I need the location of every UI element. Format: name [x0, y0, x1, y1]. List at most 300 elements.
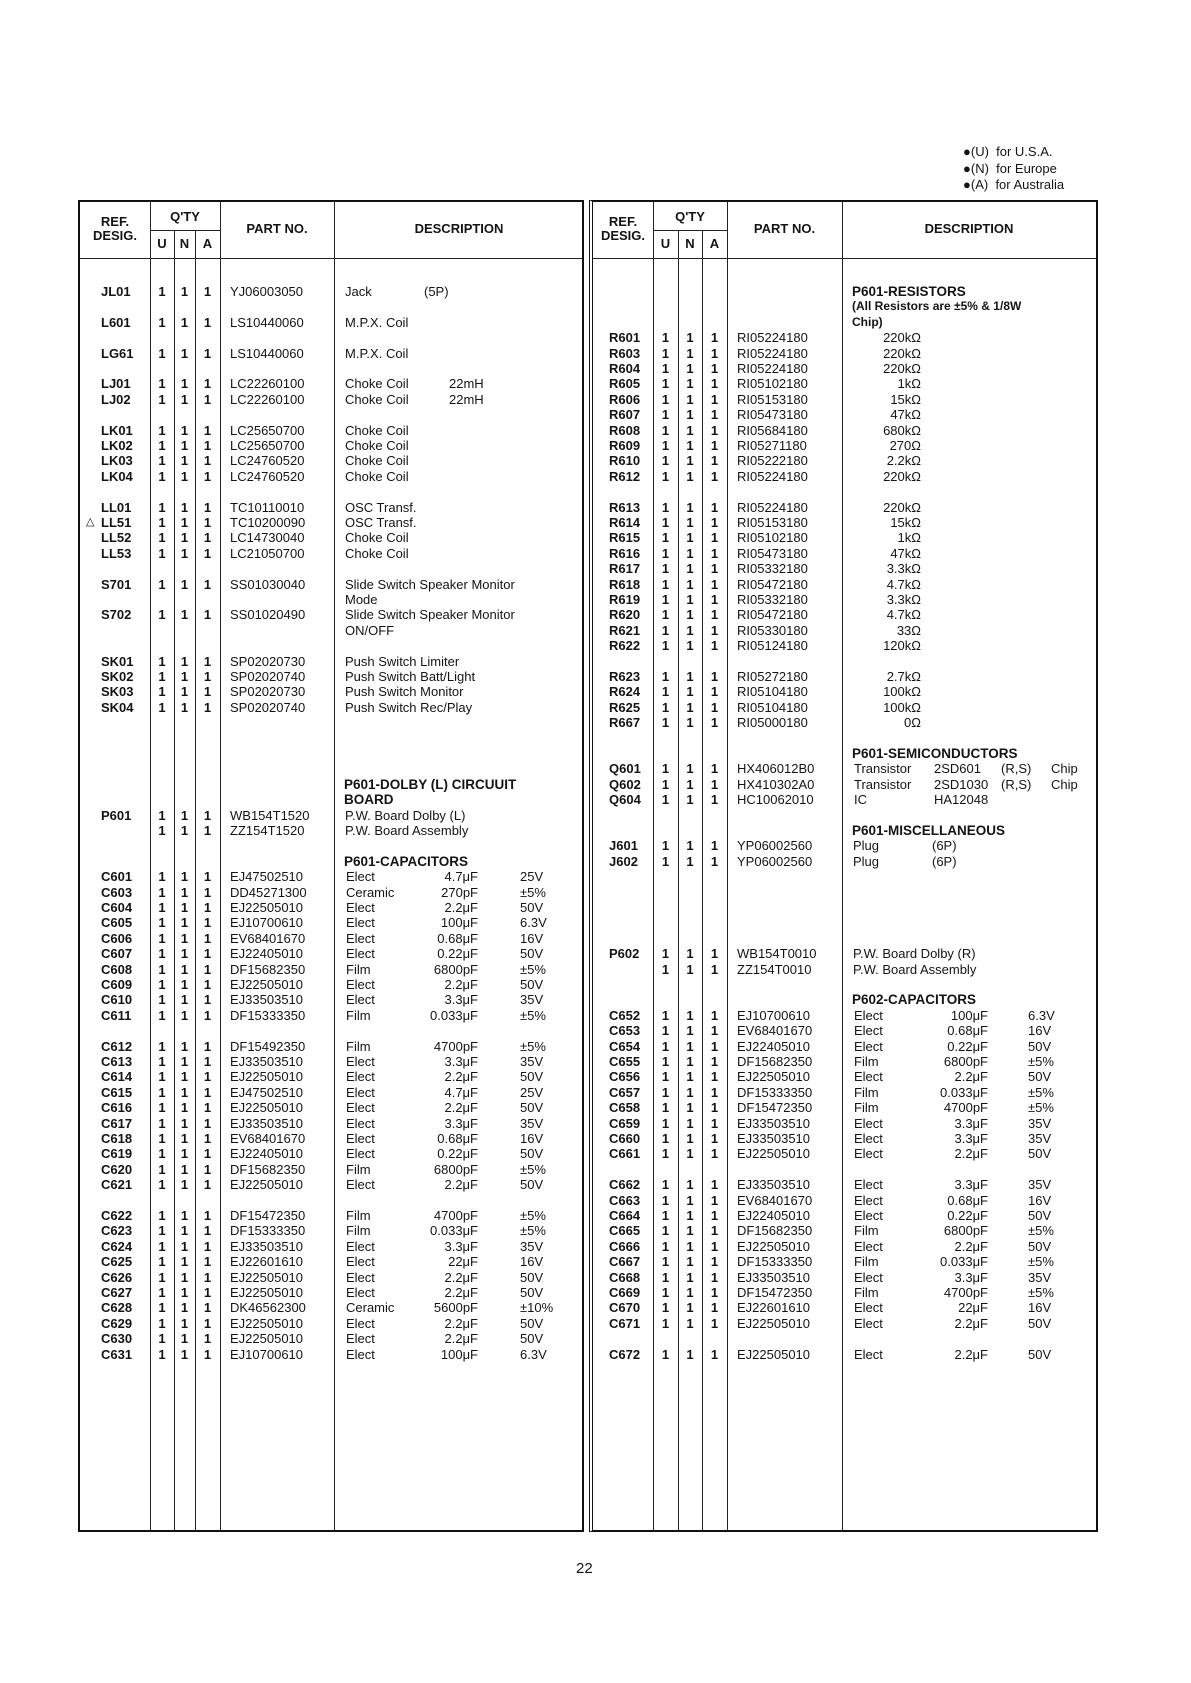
header-u: U [660, 236, 671, 251]
qty-u: 1 [158, 684, 166, 700]
qty-u: 1 [661, 499, 670, 515]
ref-designator: C670 [609, 1300, 641, 1316]
cap-type: Elect [854, 1007, 883, 1023]
qty-n: 1 [180, 915, 189, 931]
ref-designator: R609 [609, 438, 641, 453]
table-row [80, 977, 582, 992]
cap-value: 2.2μF [444, 1331, 478, 1347]
table-row [80, 1316, 582, 1331]
table-row [593, 1131, 1096, 1146]
ref-designator: C615 [101, 1084, 133, 1100]
ref-designator: C663 [609, 1192, 641, 1208]
cap-value: 270pF [441, 884, 478, 900]
part-number: DF15682350 [230, 1161, 306, 1177]
qty-u: 1 [661, 1285, 670, 1300]
qty-u: 1 [158, 345, 166, 361]
qty-a: 1 [710, 838, 719, 854]
part-number: RI05124180 [737, 638, 808, 654]
qty-u: 1 [158, 1054, 166, 1069]
table-row [80, 900, 582, 915]
table-row [80, 1300, 582, 1315]
ref-designator: R607 [609, 407, 641, 423]
table-row [593, 546, 1096, 561]
qty-u: 1 [661, 761, 670, 777]
part-number: DF15333350 [230, 1223, 306, 1239]
qty-n: 1 [686, 946, 694, 962]
header-part-no: PART NO. [753, 221, 816, 236]
cap-value: 22μF [958, 1300, 988, 1316]
qty-u: 1 [158, 946, 166, 962]
ref-designator: C659 [609, 1115, 641, 1131]
qty-u: 1 [158, 699, 166, 715]
qty-a: 1 [710, 792, 719, 808]
qty-n: 1 [686, 669, 694, 684]
resistor-value: 1kΩ [897, 376, 921, 392]
table-row [593, 1085, 1096, 1100]
table-row [80, 869, 582, 884]
cap-value: 0.22μF [437, 1146, 478, 1162]
qty-n: 1 [180, 1007, 189, 1023]
part-number: RI05224180 [737, 361, 808, 376]
cap-value: 100μF [440, 1346, 478, 1362]
cap-rating: ±5% [520, 1223, 546, 1239]
qty-n: 1 [180, 545, 189, 561]
qty-u: 1 [661, 1007, 670, 1023]
table-row [80, 992, 582, 1007]
cap-type: Film [346, 1161, 371, 1177]
ref-designator: R606 [609, 391, 641, 407]
qty-n: 1 [180, 992, 189, 1008]
qty-n: 1 [180, 1084, 189, 1100]
ref-designator: R613 [609, 499, 641, 515]
cap-rating: ±5% [1028, 1285, 1054, 1300]
part-number: EJ22601610 [737, 1300, 811, 1316]
ref-designator: C608 [101, 961, 133, 977]
header-part-no: PART NO. [246, 221, 308, 236]
cap-value: 5600pF [433, 1300, 478, 1316]
cap-rating: 35V [1028, 1115, 1052, 1131]
qty-n: 1 [686, 699, 694, 715]
qty-n: 1 [686, 468, 694, 484]
qty-a: 1 [203, 1007, 212, 1023]
cap-value: 100μF [950, 1007, 988, 1023]
part-number: SP02020740 [230, 699, 306, 715]
part-number: DF15682350 [737, 1054, 813, 1069]
qty-n: 1 [686, 1254, 694, 1270]
table-row [593, 592, 1096, 607]
qty-a: 1 [710, 592, 719, 607]
part-number: HX410302A0 [737, 776, 815, 792]
qty-n: 1 [686, 391, 694, 407]
part-number: EJ22505010 [230, 1100, 304, 1116]
cap-type: Elect [346, 1254, 375, 1270]
table-row [80, 654, 582, 669]
ref-designator: C657 [609, 1084, 641, 1100]
table-row [593, 1023, 1096, 1038]
part-number: EJ22405010 [230, 1146, 304, 1162]
table-row [80, 1223, 582, 1238]
qty-u: 1 [158, 977, 166, 992]
part-number: LC24760520 [230, 453, 305, 469]
qty-n: 1 [180, 823, 189, 838]
qty-n: 1 [180, 900, 189, 915]
description: OSC Transf. [345, 515, 417, 530]
cap-type: Elect [346, 1131, 375, 1146]
cap-value: 3.3μF [954, 1115, 988, 1131]
part-number: EJ22505010 [230, 1269, 304, 1285]
qty-a: 1 [203, 900, 212, 915]
qty-u: 1 [158, 1346, 166, 1362]
description: Choke Coil [345, 545, 409, 561]
description: P.W. Board Assembly [345, 823, 469, 838]
qty-u: 1 [158, 1131, 166, 1146]
resistor-value: 220kΩ [883, 468, 921, 484]
qty-a: 1 [203, 1269, 212, 1285]
cap-rating: 50V [520, 1315, 544, 1331]
header-qty: Q'TY [675, 209, 705, 224]
cap-value: 3.3μF [954, 1131, 988, 1146]
qty-a: 1 [203, 961, 212, 977]
ref-designator: R615 [609, 530, 641, 546]
qty-a: 1 [203, 607, 212, 623]
part-number: EV68401670 [737, 1192, 813, 1208]
ref-designator: C652 [609, 1007, 641, 1023]
ref-designator: C631 [101, 1346, 133, 1362]
ref-designator: C617 [101, 1115, 133, 1131]
resistor-value: 3.3kΩ [886, 561, 921, 577]
ref-designator: R620 [609, 607, 641, 623]
description: Choke Coil [345, 391, 409, 407]
table-row [80, 1116, 582, 1131]
cap-value: 100μF [440, 915, 478, 931]
cap-value: 0.033μF [940, 1084, 988, 1100]
qty-u: 1 [158, 1146, 166, 1162]
cap-type: Film [346, 1007, 371, 1023]
ref-designator: C604 [101, 900, 133, 915]
resistor-value: 47kΩ [890, 545, 921, 561]
table-row [593, 423, 1096, 438]
cap-type: Elect [854, 1177, 883, 1193]
table-row [593, 346, 1096, 361]
table-row [80, 669, 582, 684]
header-n: N [685, 236, 695, 251]
cap-value: 2.2μF [954, 1315, 988, 1331]
qty-a: 1 [710, 761, 719, 777]
qty-u: 1 [158, 1115, 166, 1131]
qty-a: 1 [710, 561, 719, 577]
qty-u: 1 [158, 869, 166, 885]
qty-n: 1 [180, 961, 189, 977]
qty-a: 1 [203, 684, 212, 700]
qty-a: 1 [203, 1131, 212, 1146]
ref-designator: S701 [101, 576, 132, 592]
cap-type: Elect [346, 930, 375, 946]
cap-rating: 16V [520, 1254, 544, 1270]
semiconductor-model: 2SD601 [934, 761, 981, 777]
qty-a: 1 [203, 946, 212, 962]
table-row [593, 715, 1096, 730]
cap-type: Film [346, 1038, 371, 1054]
qty-n: 1 [686, 453, 694, 469]
qty-a: 1 [710, 345, 719, 361]
qty-a: 1 [203, 314, 212, 330]
qty-n: 1 [686, 592, 694, 607]
cap-type: Ceramic [346, 1300, 395, 1316]
qty-u: 1 [661, 838, 670, 854]
part-number: EJ33503510 [230, 1054, 304, 1069]
qty-a: 1 [203, 699, 212, 715]
cap-type: Film [854, 1223, 879, 1239]
cap-type: Film [346, 961, 371, 977]
table-row [80, 946, 582, 961]
qty-n: 1 [686, 838, 694, 854]
qty-n: 1 [686, 330, 694, 346]
part-number: RI05684180 [737, 422, 808, 438]
qty-a: 1 [710, 961, 719, 977]
table-row [80, 1054, 582, 1069]
part-number: RI05472180 [737, 576, 808, 592]
qty-u: 1 [158, 530, 166, 546]
table-row [593, 854, 1096, 869]
qty-n: 1 [686, 1007, 694, 1023]
qty-a: 1 [710, 1146, 719, 1162]
qty-n: 1 [686, 407, 694, 423]
part-number: LS10440060 [230, 345, 304, 361]
qty-n: 1 [180, 314, 189, 330]
cap-rating: 25V [520, 1084, 544, 1100]
section-heading-text: P601-RESISTORS [852, 284, 966, 299]
qty-u: 1 [158, 669, 166, 684]
cap-type: Elect [346, 1331, 375, 1347]
part-number: YJ06003050 [230, 284, 304, 299]
section-heading-text: P601-SEMICONDUCTORS [852, 746, 1018, 761]
section-heading-text: Chip) [852, 314, 883, 329]
cap-value: 6800pF [943, 1223, 988, 1239]
part-number: RI05272180 [737, 669, 808, 684]
qty-u: 1 [158, 1285, 166, 1300]
cap-value: 2.2μF [954, 1146, 988, 1162]
table-row [593, 669, 1096, 684]
part-number: RI05000180 [737, 715, 808, 731]
cap-rating: 35V [520, 1115, 544, 1131]
part-number: SP02020730 [230, 684, 306, 700]
cap-value: 2.2μF [954, 1238, 988, 1254]
qty-n: 1 [686, 422, 694, 438]
part-number: EJ33503510 [737, 1177, 811, 1193]
qty-n: 1 [686, 961, 694, 977]
semiconductor-package: Chip [1051, 776, 1078, 792]
qty-u: 1 [661, 1115, 670, 1131]
description-line2: ON/OFF [345, 622, 395, 638]
cap-value: 3.3μF [444, 1054, 478, 1069]
ref-designator: C619 [101, 1146, 133, 1162]
qty-u: 1 [661, 1069, 670, 1085]
cap-value: 0.033μF [430, 1223, 478, 1239]
cap-rating: ±5% [520, 1161, 546, 1177]
qty-u: 1 [661, 946, 670, 962]
part-number: LC24760520 [230, 468, 305, 484]
part-number: LC25650700 [230, 422, 305, 438]
qty-u: 1 [158, 438, 166, 453]
table-row [593, 607, 1096, 622]
ref-designator: C618 [101, 1131, 133, 1146]
qty-a: 1 [710, 1315, 719, 1331]
ref-designator: C665 [609, 1223, 641, 1239]
qty-a: 1 [710, 684, 719, 700]
table-row [80, 700, 582, 715]
table-row [593, 438, 1096, 453]
description: Slide Switch Speaker Monitor [345, 607, 515, 623]
header-desig: DESIG. [600, 228, 646, 243]
description-spec: (5P) [424, 284, 449, 299]
resistor-value: 47kΩ [890, 407, 921, 423]
qty-u: 1 [661, 453, 670, 469]
ref-designator: C669 [609, 1285, 641, 1300]
qty-n: 1 [686, 499, 694, 515]
cap-rating: 16V [520, 930, 544, 946]
qty-a: 1 [710, 1115, 719, 1131]
cap-value: 2.2μF [444, 977, 478, 992]
cap-value: 3.3μF [954, 1269, 988, 1285]
ref-designator: C626 [101, 1269, 133, 1285]
qty-u: 1 [661, 607, 670, 623]
ref-designator: C625 [101, 1254, 133, 1270]
qty-a: 1 [710, 699, 719, 715]
part-number: EJ33503510 [230, 1115, 304, 1131]
ref-designator: C666 [609, 1238, 641, 1254]
cap-type: Elect [346, 1269, 375, 1285]
qty-u: 1 [158, 900, 166, 915]
resistor-value: 15kΩ [890, 391, 921, 407]
cap-rating: 16V [1028, 1023, 1052, 1039]
part-number: EJ22405010 [737, 1208, 811, 1223]
qty-u: 1 [661, 576, 670, 592]
qty-n: 1 [180, 499, 189, 515]
qty-a: 1 [203, 992, 212, 1008]
qty-n: 1 [686, 438, 694, 453]
cap-type: Elect [346, 1177, 375, 1193]
part-number: HC10062010 [737, 792, 814, 808]
table-row [80, 684, 582, 699]
cap-rating: ±5% [1028, 1254, 1054, 1270]
cap-value: 2.2μF [444, 1269, 478, 1285]
part-number: DF15492350 [230, 1038, 306, 1054]
qty-u: 1 [661, 1208, 670, 1223]
header-ref: REF. [608, 214, 638, 229]
part-number: DF15472350 [737, 1100, 813, 1116]
table-row [80, 823, 582, 838]
table-row [593, 407, 1096, 422]
cap-rating: ±5% [1028, 1100, 1054, 1116]
ref-designator: C656 [609, 1069, 641, 1085]
qty-u: 1 [158, 930, 166, 946]
qty-u: 1 [661, 776, 670, 792]
cap-type: Film [854, 1084, 879, 1100]
resistor-value: 680kΩ [883, 422, 921, 438]
qty-n: 1 [686, 376, 694, 392]
table-row [80, 376, 582, 391]
qty-n: 1 [180, 438, 189, 453]
cap-value: 2.2μF [954, 1346, 988, 1362]
qty-n: 1 [686, 1023, 694, 1039]
cap-rating: 6.3V [520, 915, 547, 931]
qty-n: 1 [686, 1084, 694, 1100]
resistor-value: 15kΩ [890, 515, 921, 530]
qty-n: 1 [686, 576, 694, 592]
table-row [593, 838, 1096, 853]
qty-divider [653, 230, 727, 231]
header-n: N [179, 236, 190, 251]
cap-type: Film [854, 1285, 879, 1300]
qty-n: 1 [180, 515, 189, 530]
qty-a: 1 [710, 1208, 719, 1223]
qty-n: 1 [686, 345, 694, 361]
qty-a: 1 [710, 853, 719, 869]
ref-designator: R667 [609, 715, 641, 731]
table-row [80, 1162, 582, 1177]
qty-a: 1 [203, 669, 212, 684]
qty-u: 1 [158, 1161, 166, 1177]
description-line2: Mode [345, 591, 378, 607]
description-spec: 22mH [449, 391, 484, 407]
qty-n: 1 [686, 792, 694, 808]
qty-n: 1 [180, 1223, 189, 1239]
table-row [80, 530, 582, 545]
qty-a: 1 [203, 977, 212, 992]
qty-a: 1 [203, 884, 212, 900]
ref-designator: C655 [609, 1054, 641, 1069]
ref-designator: JL01 [101, 284, 131, 299]
part-number: RI05153180 [737, 515, 808, 530]
ref-designator: C667 [609, 1254, 641, 1270]
table-row [593, 1300, 1096, 1315]
table-row [593, 1039, 1096, 1054]
cap-rating: 50V [1028, 1315, 1052, 1331]
description: M.P.X. Coil [345, 314, 409, 330]
qty-u: 1 [661, 391, 670, 407]
ref-designator: C661 [609, 1146, 641, 1162]
part-number: EJ22505010 [230, 1315, 304, 1331]
table-row [593, 700, 1096, 715]
part-number: RI05224180 [737, 345, 808, 361]
part-number: LC22260100 [230, 376, 305, 392]
resistor-value: 120kΩ [883, 638, 921, 654]
semiconductor-type: Transistor [854, 761, 912, 777]
part-number: DF15472350 [230, 1208, 306, 1223]
ref-designator: LK02 [101, 438, 133, 453]
part-number: RI05332180 [737, 561, 808, 577]
cap-rating: 50V [1028, 1146, 1052, 1162]
ref-designator: L601 [101, 314, 131, 330]
ref-designator: C672 [609, 1346, 641, 1362]
qty-a: 1 [710, 1038, 719, 1054]
qty-n: 1 [180, 1346, 189, 1362]
table-row [80, 546, 582, 561]
resistor-value: 2.2kΩ [886, 453, 921, 469]
table-row [593, 515, 1096, 530]
qty-a: 1 [710, 576, 719, 592]
qty-u: 1 [158, 1038, 166, 1054]
qty-n: 1 [180, 530, 189, 546]
cap-type: Elect [854, 1269, 883, 1285]
qty-n: 1 [180, 869, 189, 885]
cap-value: 2.2μF [444, 1100, 478, 1116]
qty-a: 1 [203, 438, 212, 453]
qty-u: 1 [661, 715, 670, 731]
qty-n: 1 [180, 1331, 189, 1347]
ref-designator: SK02 [101, 669, 134, 684]
qty-a: 1 [203, 869, 212, 885]
